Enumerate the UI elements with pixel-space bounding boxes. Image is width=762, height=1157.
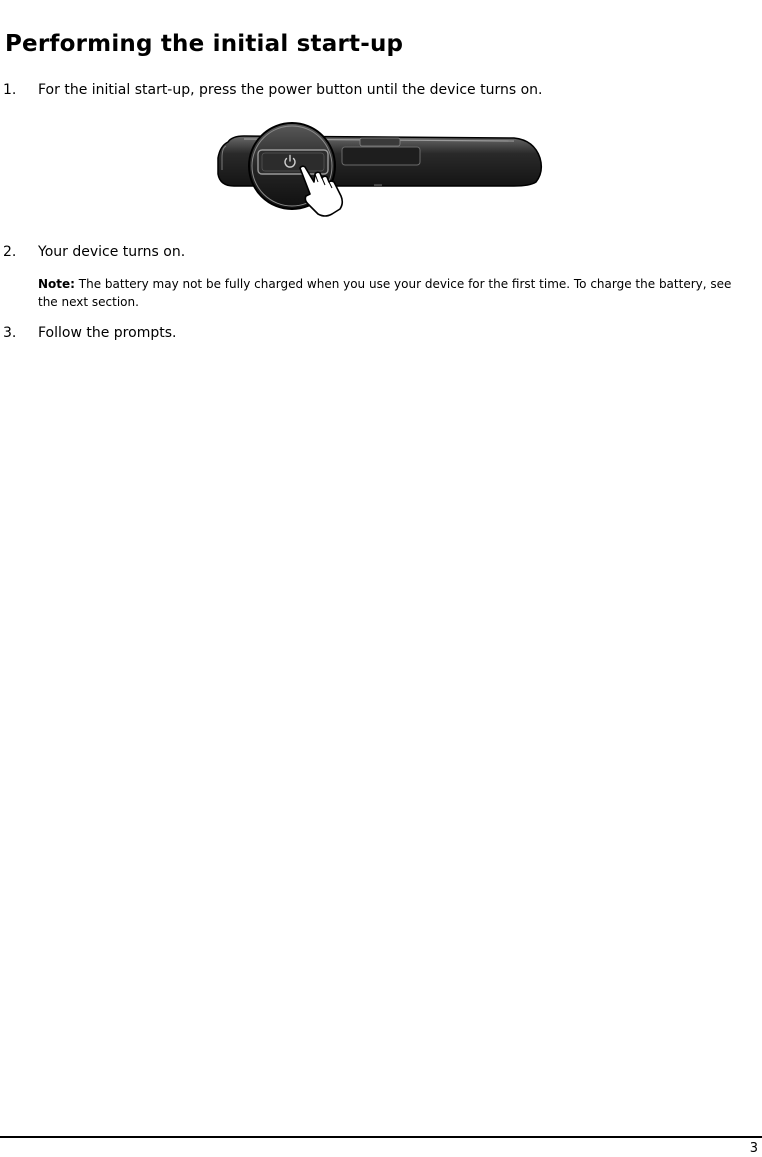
step-text: Your device turns on. xyxy=(38,244,186,260)
device-power-button-illustration xyxy=(214,114,546,218)
page-title: Performing the initial start-up xyxy=(5,31,404,57)
step-number: 3. xyxy=(3,325,17,341)
step-number: 1. xyxy=(3,82,17,98)
footer-rule xyxy=(0,1136,762,1138)
step-3 xyxy=(3,324,176,342)
step-number: 2. xyxy=(3,244,17,260)
page-number: 3 xyxy=(749,1141,758,1156)
step-text: Follow the prompts. xyxy=(38,325,177,341)
note xyxy=(38,275,748,311)
step-text: For the initial start-up, press the power button until the device turns on. xyxy=(38,82,543,98)
step-2 xyxy=(3,243,185,261)
note-label: Note: xyxy=(38,277,75,291)
note-text: The battery may not be fully charged when you use your device for the first time. To charge the battery, see the next section. xyxy=(38,277,732,309)
step-1 xyxy=(3,81,543,99)
